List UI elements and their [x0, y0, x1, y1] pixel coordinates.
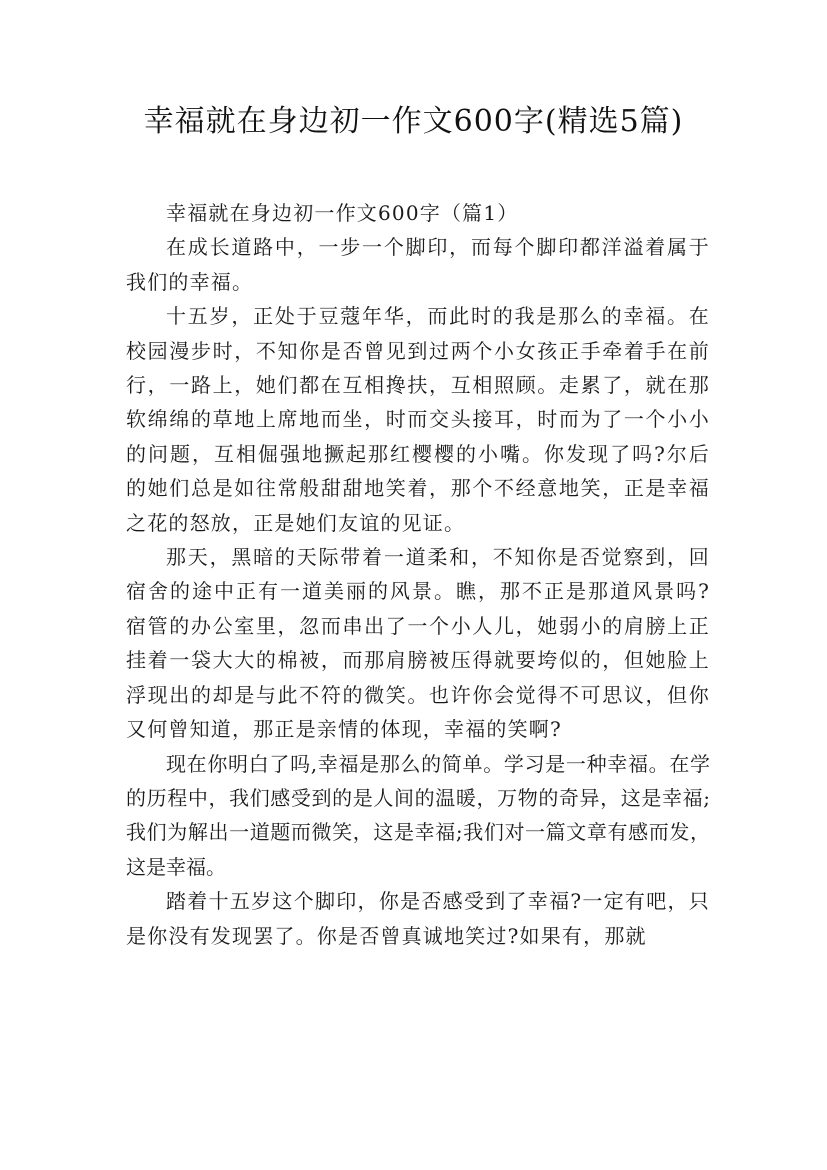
document-body	[126, 196, 710, 953]
section-heading: 幸福就在身边初一作文600字（篇1）	[166, 201, 519, 225]
paragraph: 踏着十五岁这个脚印，你是否感受到了幸福?一定有吧，只是你没有发现罢了。你是否曾真诚地笑过?如果有，那就	[126, 889, 710, 948]
paragraph: 那天，黑暗的天际带着一道柔和，不知你是否觉察到，回宿舍的途中正有一道美丽的风景。瞧，那不正是那道风景吗?宿管的办公室里，忽而串出了一个小人儿，她弱小的肩膀上正挂着一袋大大的棉被，而那肩膀被压得就要垮似的，但她脸上浮现出的却是与此不符的微笑。也许你会觉得不可思议，但你又何曾知道，那正是亲情的体现，幸福的笑啊?	[126, 545, 710, 742]
paragraph: 现在你明白了吗,幸福是那么的简单。学习是一种幸福。在学的历程中，我们感受到的是人间的温暖，万物的奇异，这是幸福;我们为解出一道题而微笑，这是幸福;我们对一篇文章有感而发，这是幸福。	[126, 751, 710, 879]
paragraph: 十五岁，正处于豆蔻年华，而此时的我是那么的幸福。在校园漫步时，不知你是否曾见到过两个小女孩正手牵着手在前行，一路上，她们都在互相搀扶，互相照顾。走累了，就在那软绵绵的草地上席地而坐，时而交头接耳，时而为了一个小小的问题，互相倔强地撅起那红樱樱的小嘴。你发现了吗?尔后的她们总是如往常般甜甜地笑着，那个不经意地笑，正是幸福之花的怒放，正是她们友谊的见证。	[126, 304, 710, 535]
paragraph: 在成长道路中，一步一个脚印，而每个脚印都洋溢着属于我们的幸福。	[126, 235, 710, 294]
document-title: 幸福就在身边初一作文600字(精选5篇)	[143, 104, 684, 139]
